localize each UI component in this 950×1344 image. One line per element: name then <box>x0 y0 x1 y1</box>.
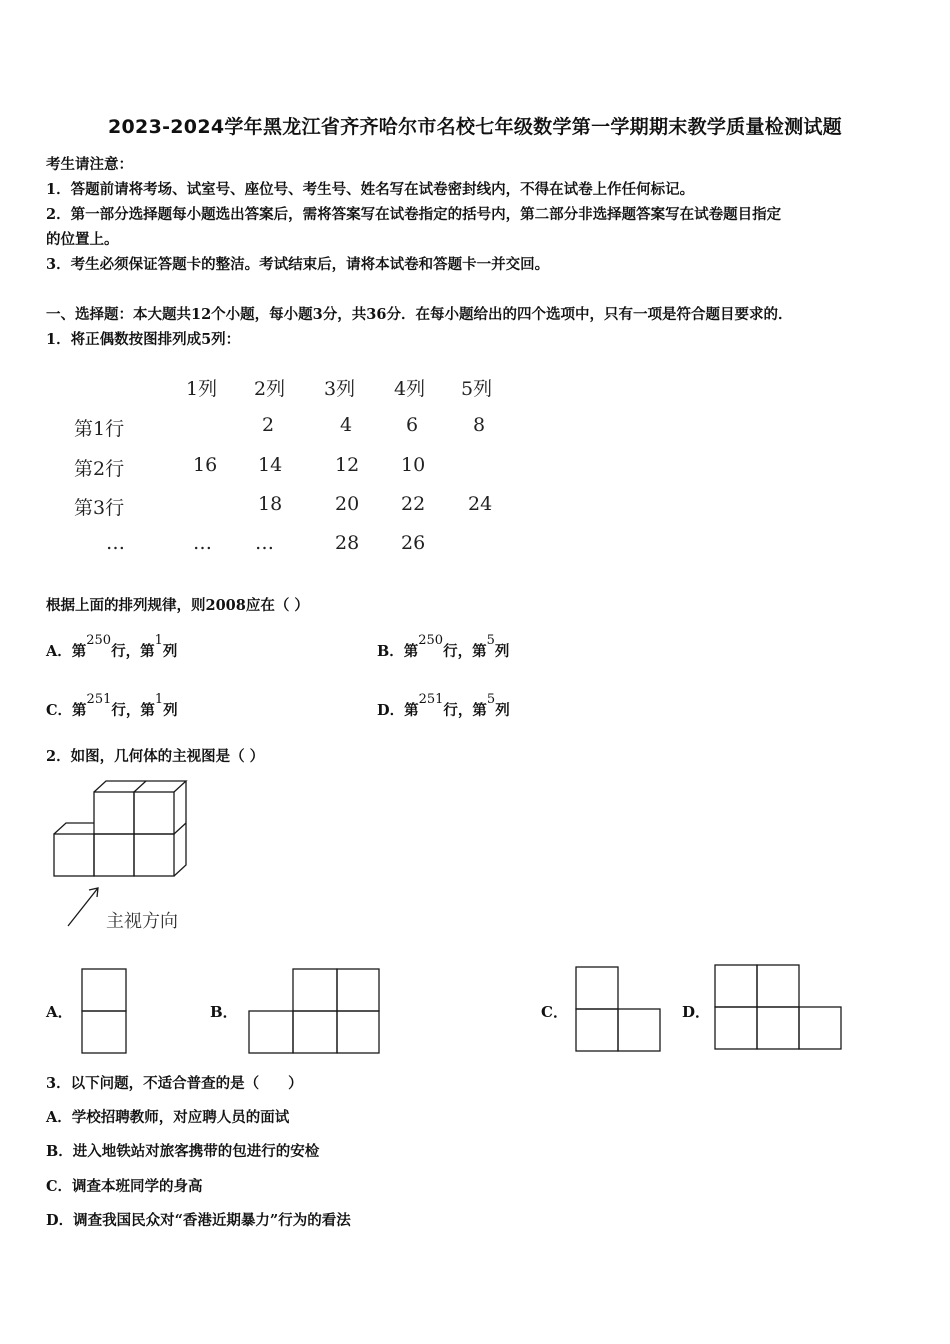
notice-item-3: 3．考生必须保证答题卡的整洁。考试结束后，请将本试卷和答题卡一并交回。 <box>46 256 550 273</box>
cell: … <box>255 532 274 554</box>
cell: 4 <box>340 414 353 436</box>
cell: 16 <box>193 454 218 476</box>
cell: 20 <box>335 493 360 515</box>
col-header-3: 3列 <box>324 378 356 400</box>
q2-option-d-label[interactable]: D． <box>682 1003 711 1021</box>
q2-option-a-label[interactable]: A． <box>46 1003 73 1021</box>
q1-option-a[interactable]: A．第250行，第1列 <box>46 633 178 660</box>
cell: … <box>193 532 212 554</box>
q2-option-b-figure[interactable] <box>247 966 383 1056</box>
row-label-2: 第2行 <box>74 458 125 480</box>
col-header-4: 4列 <box>394 378 426 400</box>
section-heading: 一、选择题：本大题共12个小题，每小题3分，共36分．在每小题给出的四个选项中，只有一项是符合题目要求的． <box>46 306 793 323</box>
cell: 24 <box>468 493 493 515</box>
q2-option-d-figure[interactable] <box>713 962 845 1054</box>
q3-option-c[interactable]: C．调查本班同学的身高 <box>46 1178 203 1195</box>
q3-option-d[interactable]: D．调查我国民众对“香港近期暴力”行为的看法 <box>46 1212 351 1229</box>
cell: 2 <box>262 414 275 436</box>
q2-stem: 2．如图，几何体的主视图是（ ） <box>46 748 265 765</box>
col-header-5: 5列 <box>461 378 493 400</box>
col-header-1: 1列 <box>186 378 218 400</box>
q1-option-d[interactable]: D．第251行，第5列 <box>377 692 510 719</box>
q3-option-b[interactable]: B．进入地铁站对旅客携带的包进行的安检 <box>46 1143 320 1160</box>
q2-option-c-label[interactable]: C． <box>541 1003 568 1021</box>
q2-option-c-figure[interactable] <box>574 964 664 1054</box>
notice-item-2: 2．第一部分选择题每小题选出答案后，需将答案写在试卷指定的括号内，第二部分非选择题答案写在试卷题目指定 <box>46 206 782 223</box>
q1-option-b[interactable]: B．第250行，第5列 <box>377 633 510 660</box>
q1-question: 根据上面的排列规律，则2008应在（ ） <box>46 597 309 614</box>
cell: 28 <box>335 532 360 554</box>
direction-label: 主视方向 <box>106 911 178 932</box>
q2-option-b-label[interactable]: B． <box>210 1003 238 1021</box>
q2-option-a-figure[interactable] <box>80 966 130 1056</box>
cell: 26 <box>401 532 426 554</box>
cell: 18 <box>258 493 283 515</box>
page-title: 2023-2024学年黑龙江省齐齐哈尔市名校七年级数学第一学期期末教学质量检测试题 <box>108 116 842 138</box>
row-label-ellipsis: … <box>106 532 125 554</box>
cell: 10 <box>401 454 426 476</box>
q1-stem: 1．将正偶数按图排列成5列： <box>46 331 241 348</box>
row-label-1: 第1行 <box>74 418 125 440</box>
notice-heading: 考生请注意： <box>46 156 133 173</box>
cell: 6 <box>406 414 419 436</box>
q3-stem: 3．以下问题，不适合普查的是（ ） <box>46 1075 303 1092</box>
cell: 22 <box>401 493 426 515</box>
cell: 12 <box>335 454 360 476</box>
cell: 14 <box>258 454 283 476</box>
notice-item-1: 1．答题前请将考场、试室号、座位号、考生号、姓名写在试卷密封线内，不得在试卷上作任何标记。 <box>46 181 695 198</box>
col-header-2: 2列 <box>254 378 286 400</box>
cell: 8 <box>473 414 486 436</box>
q1-option-c[interactable]: C．第251行，第1列 <box>46 692 178 719</box>
notice-item-2-cont: 的位置上。 <box>46 231 119 248</box>
q3-option-a[interactable]: A．学校招聘教师，对应聘人员的面试 <box>46 1109 290 1126</box>
row-label-3: 第3行 <box>74 497 125 519</box>
